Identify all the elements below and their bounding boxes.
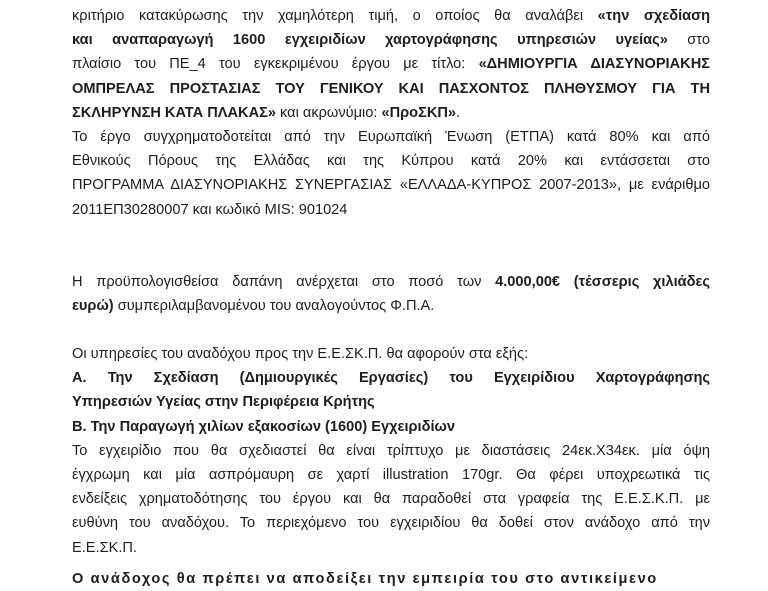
text-span: . xyxy=(456,104,461,121)
paragraph-gap xyxy=(72,222,710,246)
text-line: Το έργο συγχρηματοδοτείται από την Ευρωπαϊκή Ένωση (ΕΤΠΑ) κατά 80% και από xyxy=(72,128,710,145)
bold-text: «ΠροΣΚΠ» xyxy=(381,104,457,121)
text-line xyxy=(72,4,710,28)
award-paragraph xyxy=(72,4,710,125)
text-line: έγχρωμη και μία ασπρόμαυρη σε χαρτί illustration 170gr. Θα φέρει υποχρεωτικά τις xyxy=(72,467,710,483)
text-line: 2011ΕΠ30280007 και κωδικό MIS: 901024 xyxy=(72,201,348,218)
cut-off-line: Ο ανάδοχος θα πρέπει να αποδείξει την εμπειρία του στο αντικείμενο xyxy=(72,571,658,587)
paragraph-gap xyxy=(72,246,710,270)
bold-text: 4.000,00€ (τέσσερις χιλιάδες xyxy=(495,273,710,290)
text-line: Οι υπηρεσίες του αναδόχου προς την Ε.Ε.ΣΚ.Π. θα αφορούν στα εξής: xyxy=(72,346,529,363)
text-line xyxy=(72,294,710,318)
text-line xyxy=(72,270,710,294)
text-line: ενδείξεις χρηματοδότησης του έργου και θα παραδοθεί στα γραφεία της Ε.Ε.Σ.Κ.Π. με xyxy=(72,491,710,508)
service-item-a: Α. Την Σχεδίαση (Δημιουργικές Εργασίες) του Εγχειρίδιου Χαρτογράφησης xyxy=(72,370,710,387)
budget-paragraph xyxy=(72,270,710,318)
text-line xyxy=(72,101,710,125)
document-body xyxy=(72,4,710,560)
text-line xyxy=(72,28,710,52)
text-line: Ε.Ε.ΣΚ.Π. xyxy=(72,539,137,556)
services-paragraph xyxy=(72,342,710,560)
text-line xyxy=(72,52,710,76)
text-line: Εθνικούς Πόρους της Ελλάδας και της Κύπρου κατά 20% και εντάσσεται στο xyxy=(72,153,710,170)
text-line: ΠΡΟΓΡΑΜΜΑ ΔΙΑΣΥΝΟΡΙΑΚΗΣ ΣΥΝΕΡΓΑΣΙΑΣ «ΕΛΛΑΔΑ-ΚΥΠΡΟΣ 2007-2013», με ενάριθμο xyxy=(72,177,710,194)
text-line: ευθύνη του αναδόχου. Το περιεχόμενο του εγχειριδίου θα δοθεί στον ανάδοχο από την xyxy=(72,515,710,532)
text-line xyxy=(72,77,710,101)
text-span: πλαίσιο του ΠΕ_4 του εγκεκριμένου έργου με τίτλο: xyxy=(72,56,479,73)
paragraph-gap xyxy=(72,318,710,342)
bold-text: ευρώ) xyxy=(72,297,114,314)
funding-paragraph xyxy=(72,125,710,222)
bold-text: ΟΜΠΡΕΛΑΣ ΠΡΟΣΤΑΣΙΑΣ ΤΟΥ ΓΕΝΙΚΟΥ ΚΑΙ ΠΑΣΧΟΝΤΟΣ ΠΛΗΘΥΣΜΟΥ ΓΙΑ ΤΗ xyxy=(72,80,710,97)
text-line: Το εγχειρίδιο που θα σχεδιαστεί θα είναι τρίπτυχο με διαστάσεις 24εκ.Χ34εκ. μία όψη xyxy=(72,442,710,459)
bold-text: ΣΚΛΗΡΥΝΣΗ ΚΑΤΑ ΠΛΑΚΑΣ» xyxy=(72,104,276,121)
bold-text: «την σχεδίαση xyxy=(597,8,710,24)
bold-text: και αναπαραγωγή 1600 εγχειριδίων χαρτογράφησης υπηρεσιών υγείας» xyxy=(72,32,668,49)
text-span: και ακρωνύμιο: xyxy=(275,104,382,121)
text-span: Η προϋπολογισθείσα δαπάνη ανέρχεται στο ποσό των xyxy=(72,273,496,290)
text-span: κριτήριο κατακύρωσης την χαμηλότερη τιμή, ο οποίος θα αναλάβει xyxy=(72,8,598,24)
bold-text: «ΔΗΜΙΟΥΡΓΙΑ ΔΙΑΣΥΝΟΡΙΑΚΗΣ xyxy=(478,56,710,73)
text-span: στο xyxy=(667,32,710,49)
service-item-a-cont: Υπηρεσιών Υγείας στην Περιφέρεια Κρήτης xyxy=(72,394,375,411)
service-item-b: Β. Την Παραγωγή χιλίων εξακοσίων (1600) Εγχειριδίων xyxy=(72,418,455,435)
text-span: συμπεριλαμβανομένου του αναλογούντος Φ.Π.Α. xyxy=(113,297,435,314)
